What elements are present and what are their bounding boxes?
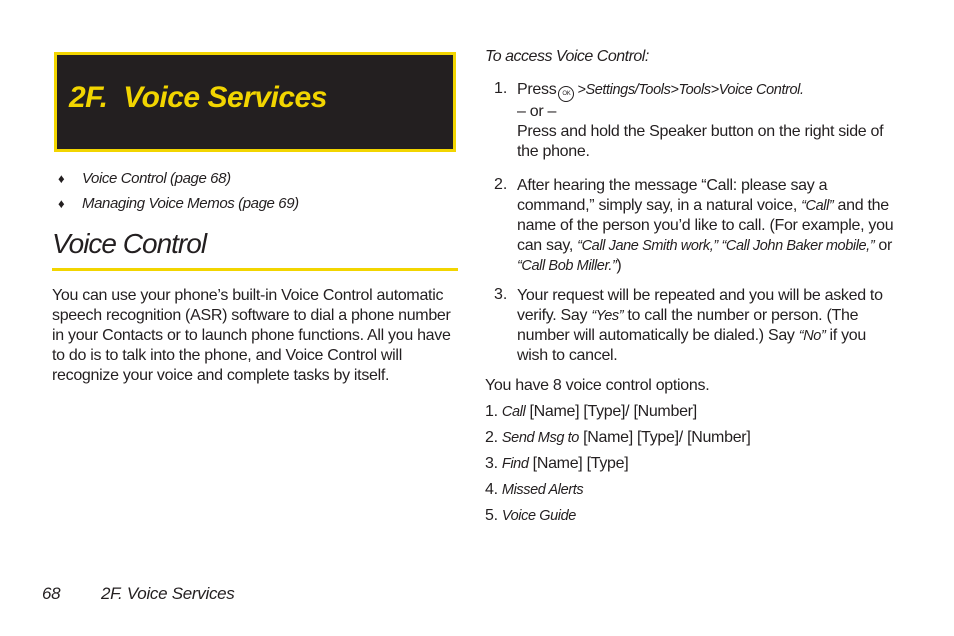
step-text: Press — [517, 81, 557, 98]
step-text: ) — [616, 257, 622, 274]
option-number: 2. — [485, 429, 498, 446]
option-number: 4. — [485, 481, 498, 498]
option-item — [485, 507, 576, 525]
option-item — [485, 455, 628, 473]
chapter-title: 2F. Voice Services — [69, 81, 327, 114]
chapter-banner — [54, 52, 456, 152]
footer-section: 2F. Voice Services — [101, 584, 235, 603]
section-divider — [52, 268, 458, 271]
menu-ok-key-icon: OK — [558, 86, 574, 102]
option-item — [485, 481, 583, 499]
option-args: [Name] [Type] — [532, 455, 629, 472]
voice-command: “Call” — [801, 198, 834, 214]
section-title: Voice Control — [52, 228, 207, 259]
step-1 — [517, 80, 895, 162]
voice-command: “No” — [798, 328, 826, 344]
toc-item-label: Voice Control (page 68) — [82, 170, 231, 187]
access-heading: To access Voice Control: — [485, 48, 649, 65]
voice-command-example: “Call Bob Miller.” — [517, 258, 617, 274]
step-text: to call the number or person. (The number will automatically be dialed.) Say — [517, 307, 859, 344]
step-3 — [517, 286, 895, 366]
option-args: [Name] [Type]/ [Number] — [583, 429, 751, 446]
or-separator: – or – — [517, 103, 557, 120]
toc-item-voice-control[interactable] — [58, 170, 231, 187]
option-command: Missed Alerts — [501, 482, 584, 498]
step-text: or — [878, 237, 893, 254]
step-number: 2. — [494, 176, 508, 193]
option-args: [Name] [Type]/ [Number] — [529, 403, 697, 420]
step-text: Press and hold the Speaker button on the right side of the phone. — [517, 123, 884, 160]
option-command: Call — [501, 404, 526, 420]
section-body: You can use your phone’s built-in Voice Control automatic speech recognition (ASR) software to dial a phone number in your Contacts or to launch phone functions. All you have to do is to talk into the phone, and Voice Control will recognize your voice and complete tasks by itself. — [52, 287, 451, 384]
step-number: 3. — [494, 286, 508, 303]
option-item — [485, 429, 750, 447]
option-number: 1. — [485, 403, 498, 420]
page-number: 68 — [42, 584, 61, 603]
option-command: Send Msg to — [501, 430, 579, 446]
diamond-bullet-icon: ♦ — [58, 171, 65, 186]
menu-path: >Settings/Tools>Tools>Voice Control. — [577, 82, 804, 98]
voice-command-example: “Call Jane Smith work,” “Call John Baker mobile,” — [577, 238, 875, 254]
step-text: Your request will be repeated and you will be asked to verify. Say — [517, 287, 883, 324]
step-number: 1. — [494, 80, 508, 97]
step-text: After hearing the message “Call: please say a command,” simply say, in a natural voice, — [517, 177, 828, 214]
diamond-bullet-icon: ♦ — [58, 196, 65, 211]
option-item — [485, 403, 697, 421]
option-number: 5. — [485, 507, 498, 524]
option-command: Find — [501, 456, 529, 472]
step-2 — [517, 176, 895, 276]
toc-item-voice-memos[interactable] — [58, 195, 299, 212]
step-text: if you wish to cancel. — [517, 327, 866, 364]
voice-command: “Yes” — [591, 308, 624, 324]
option-command: Voice Guide — [501, 508, 576, 524]
step-text: and the name of the person you’d like to call. (For example, you can say, — [517, 197, 894, 254]
options-intro: You have 8 voice control options. — [485, 377, 710, 394]
option-number: 3. — [485, 455, 498, 472]
toc-item-label: Managing Voice Memos (page 69) — [82, 195, 299, 212]
